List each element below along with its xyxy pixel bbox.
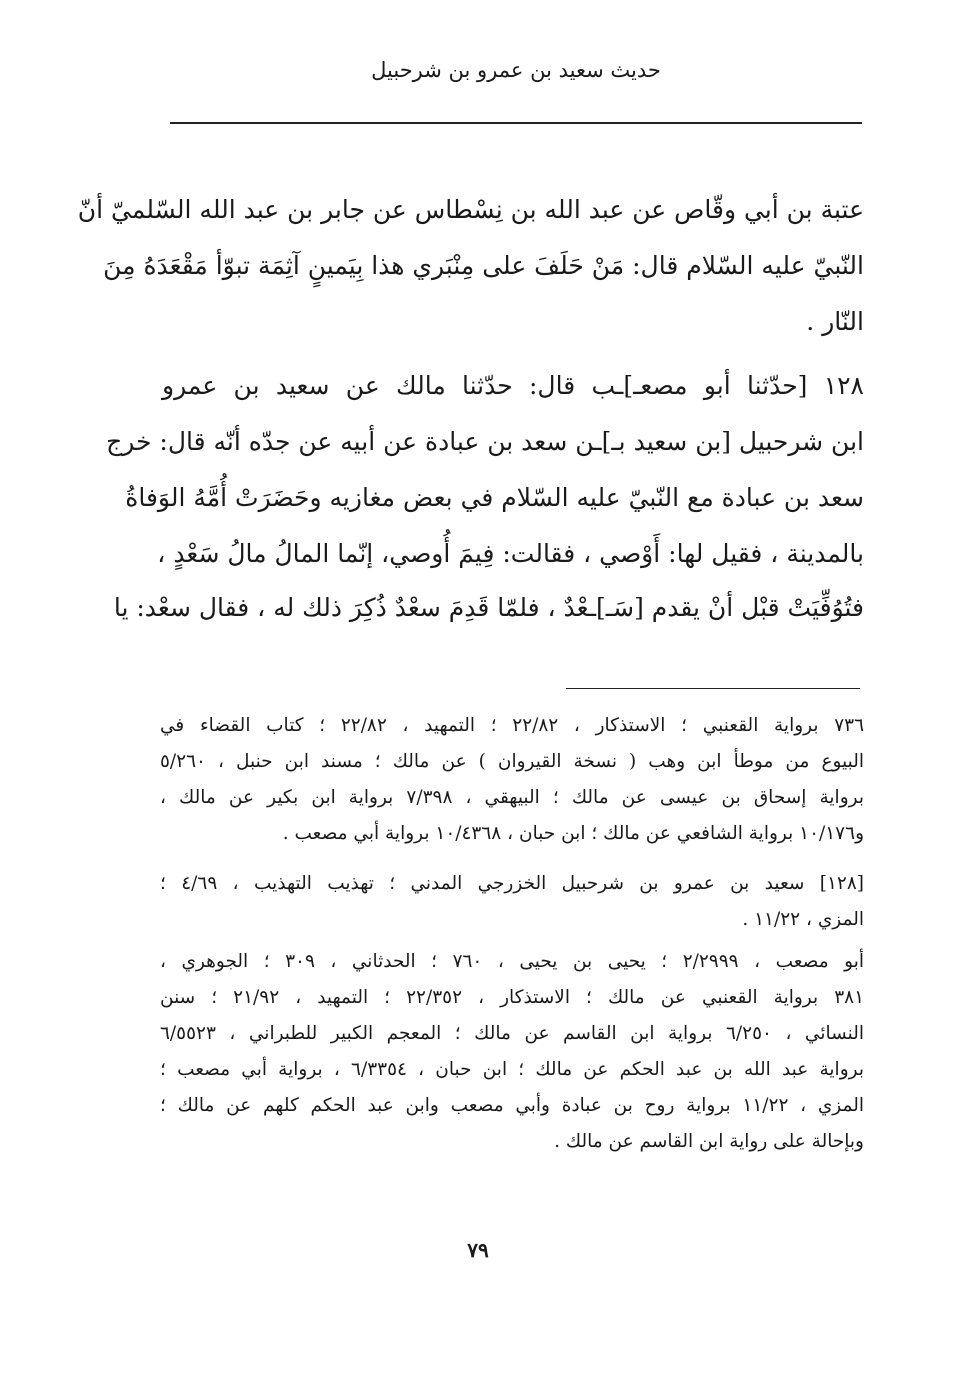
main-line: فتُوُفِّيَتْ قبْل أنْ يقدم [سَـ]ـعْدٌ ، فلمّا قَدِمَ سعْدٌ ذُكِرَ ذلك له ، فقال سعْد: يا: [113, 593, 864, 622]
main-line: سعد بن عبادة مع النّبيّ عليه السّلام في بعض مغازيه وحَضَرَتْ أُمَّهُ الوَفاةُ: [125, 483, 864, 512]
footnote-line: المزي ، ١١/٢٢ .: [742, 909, 864, 930]
main-line: ابن شرحبيل [بن سعيد بـ]ـن سعد بن عبادة عن أبيه عن جدّه أنّه قال: خرج: [106, 427, 864, 456]
main-line: النّبيّ عليه السّلام قال: مَنْ حَلَفَ على مِنْبَري هذا بِيَمينٍ آثِمَة تبوّأ مَقْعَدَهُ مِنَ: [103, 251, 864, 280]
footnote-line: ٣٨١ برواية القعنبي عن مالك ؛ الاستذكار ، ٢٢/٣٥٢ ؛ التمهيد ، ٢١/٩٢ ؛ سنن: [160, 987, 865, 1008]
footnote-line: أبو مصعب ، ٢/٢٩٩٩ ؛ يحيى بن يحيى ، ٧٦٠ ؛ الحدثاني ، ٣٠٩ ؛ الجوهري ،: [160, 951, 864, 972]
footnote-line: وبإحالة على رواية ابن القاسم عن مالك .: [554, 1131, 864, 1152]
header-rule: [170, 122, 862, 124]
footnote-line: برواية إسحاق بن عيسى عن مالك ؛ البيهقي ، ٧/٣٩٨ برواية ابن بكير عن مالك ،: [160, 787, 864, 808]
footnote-line: المزي ، ١١/٢٢ برواية روح بن عبادة وأبي مصعب وابن عبد الحكم كلهم عن مالك ؛: [160, 1095, 864, 1116]
footnote-line: البيوع من موطأ ابن وهب ( نسخة القيروان ) عن مالك ؛ مسند ابن حنبل ، ٥/٢٦٠: [160, 751, 864, 772]
main-line: النّار .: [806, 307, 864, 336]
footnote-line: ٧٣٦ برواية القعنبي ؛ الاستذكار ، ٢٢/٨٢ ؛ التمهيد ، ٢٢/٨٢ ؛ كتاب القضاء في: [160, 715, 865, 736]
footnote-line: النسائي ، ٦/٢٥٠ برواية ابن القاسم عن مالك ؛ المعجم الكبير للطبراني ، ٦/٥٥٢٣: [160, 1023, 864, 1044]
footnote-line: [١٢٨] سعيد بن عمرو بن شرحبيل الخزرجي المدني ؛ تهذيب التهذيب ، ٤/٦٩ ؛: [160, 873, 864, 894]
footnote-line: و١٠/١٧٦ برواية الشافعي عن مالك ؛ ابن حبان ، ١٠/٤٣٦٨ برواية أبي مصعب .: [282, 823, 864, 844]
footnote-line: برواية عبد الله بن عبد الحكم عن مالك ؛ ابن حبان ، ٦/٣٣٥٤ ، برواية أبي مصعب ؛: [160, 1059, 864, 1080]
footnote-rule: [566, 688, 860, 689]
page-number: ٧٩: [467, 1238, 489, 1262]
main-line: ١٢٨ [حدّثنا أبو مصعـ]ـب قال: حدّثنا مالك عن سعيد بن عمرو: [162, 371, 864, 400]
main-line: بالمدينة ، فقيل لها: أَوْصي ، فقالت: فِيمَ أُوصي، إنّما المالُ مالُ سَعْدٍ ،: [157, 539, 864, 568]
running-head: حديث سعيد بن عمرو بن شرحبيل: [371, 58, 661, 82]
main-line: عتبة بن أبي وقّاص عن عبد الله بن نِسْطاس عن جابر بن عبد الله السّلميّ أنّ: [77, 195, 864, 224]
